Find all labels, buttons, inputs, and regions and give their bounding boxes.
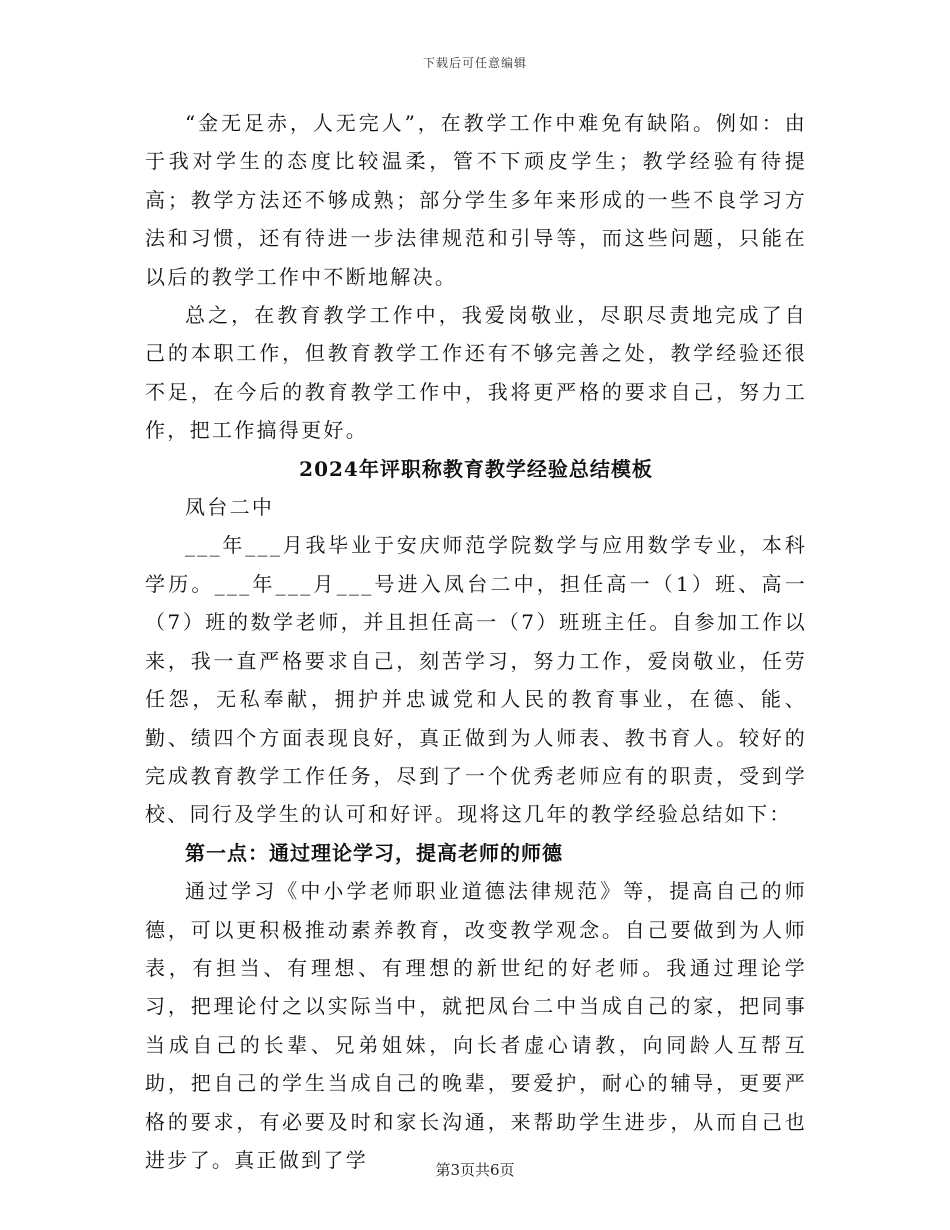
header-note: 下载后可任意编辑 [422,56,527,70]
author-line: 凤台二中 [185,495,275,520]
document-body [145,104,807,1179]
section-heading-1: 第一点：通过理论学习，提高老师的师德 [185,840,563,865]
paragraph-section-1: 通过学习《中小学老师职业道德法律规范》等，提高自己的师德，可以更积极推动素养教育，改变教学观念。自己要做到为人师表，有担当、有理想、有理想的新世纪的好老师。我通过理论学习，把理论付之以实际当中，就把凤台二中当成自己的家，把同事当成自己的长辈、兄弟姐妹，向长者虚心请教，向同龄人互帮互助，把自己的学生当成自己的晚辈，要爱护，耐心的辅导，更要严格的要求，有必要及时和家长沟通，来帮助学生进步，从而自己也进步了。真正做到了学 [145,879,807,1172]
document-title: 2024年评职称教育教学经验总结模板 [299,456,653,481]
paragraph-summary: 总之，在教育教学工作中，我爱岗敬业，尽职尽责地完成了自己的本职工作，但教育教学工作还有不够完善之处，教学经验还很不足，在今后的教育教学工作中，我将更严格的要求自己，努力工作，把工作搞得更好。 [145,303,807,443]
paragraph-shortcomings: “金无足赤，人无完人”，在教学工作中难免有缺陷。例如：由于我对学生的态度比较温柔，管不下顽皮学生；教学经验有待提高；教学方法还不够成熟；部分学生多年来形成的一些不良学习方法和习惯，还有待进一步法律规范和引导等，而这些问题，只能在以后的教学工作中不断地解决。 [145,111,807,289]
page-number: 第3页共6页 [435,1161,515,1179]
paragraph-intro: ___年___月我毕业于安庆师范学院数学与应用数学专业，本科学历。___年___月___号进入凤台二中，担任高一（1）班、高一（7）班的数学老师，并且担任高一（7）班班主任。自参加工作以来，我一直严格要求自己，刻苦学习，努力工作，爱岗敬业，任劳任怨，无私奉献，拥护并忠诚党和人民的教育事业，在德、能、勤、绩四个方面表现良好，真正做到为人师表、教书育人。较好的完成教育教学工作任务，尽到了一个优秀老师应有的职责，受到学校、同行及学生的认可和好评。现将这几年的教学经验总结如下： [145,533,807,827]
